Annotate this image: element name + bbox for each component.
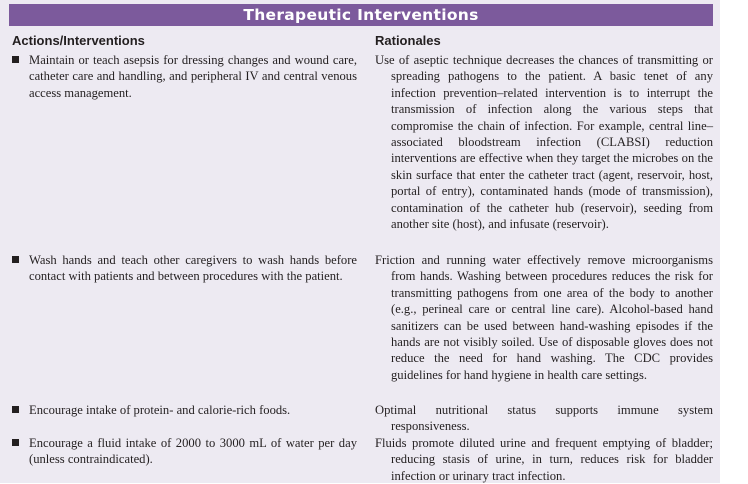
square-bullet-icon <box>12 256 19 263</box>
rationale-text: Use of aseptic technique decreases the chances of transmitting or spreading pathogens to the patient. A basic tenet of any infection prevention–related intervention is to interrupt the transmission of infection along the various steps that compromise the chain of infection. For example, central line–associated bloodstream infection (CLABSI) reduction interventions are effective when they target the microbes on the skin surface that enter the catheter tract (agent, reservoir, host, portal of entry), contaminated hands (mode of transmission), contamination of the catheter hub (reservoir), seeding from another site (host), and infusate (reservoir). <box>375 53 713 232</box>
rationale-text: Friction and running water effectively remove microorganisms from hands. Washing between procedures reduces the risk for transmitting pathogens from one area of the body to another (e.g., perineal care or central line care). Alcohol-based hand sanitizers can be used between hand-washing episodes if the hands are not visibly soiled. Use of disposable gloves does not reduce the need for hand washing. The CDC provides guidelines for hand hygiene in health care settings. <box>375 253 713 382</box>
action-cell <box>12 402 357 418</box>
action-text: Maintain or teach asepsis for dressing changes and wound care, catheter care and handling, and peripheral IV and central venous access management. <box>29 53 357 100</box>
action-text: Encourage a fluid intake of 2000 to 3000 mL of water per day (unless contraindicated). <box>29 436 357 467</box>
table-title: Therapeutic Interventions <box>9 4 713 26</box>
square-bullet-icon <box>12 56 19 63</box>
rationales-column-header: Rationales <box>375 33 441 48</box>
actions-column-header: Actions/Interventions <box>12 33 145 48</box>
action-text: Wash hands and teach other caregivers to wash hands before contact with patients and between procedures with the patient. <box>29 253 357 284</box>
action-cell <box>12 52 357 101</box>
rationale-text: Optimal nutritional status supports immune system responsiveness. <box>375 403 713 434</box>
square-bullet-icon <box>12 439 19 446</box>
action-cell <box>12 435 357 468</box>
square-bullet-icon <box>12 406 19 413</box>
action-cell <box>12 252 357 285</box>
rationale-text: Fluids promote diluted urine and frequent emptying of bladder; reducing stasis of urine, in turn, reduces risk for bladder infection or urinary tract infection. <box>375 436 713 483</box>
action-text: Encourage intake of protein- and calorie-rich foods. <box>29 403 291 417</box>
